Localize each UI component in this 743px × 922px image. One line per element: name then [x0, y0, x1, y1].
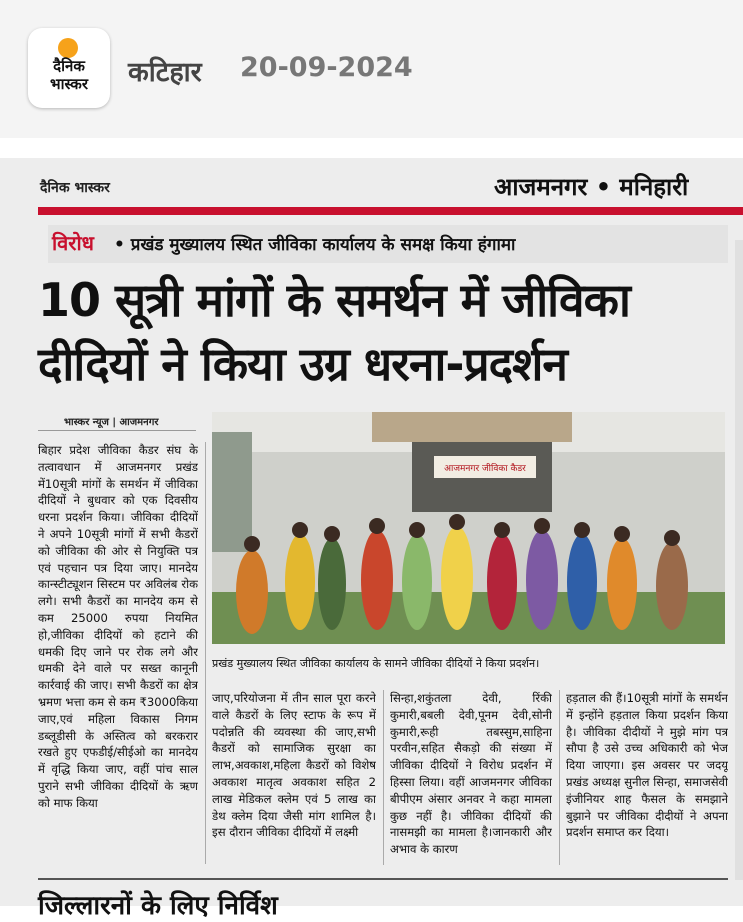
column-rule: [559, 690, 560, 865]
logo-text-line1: दैनिक: [53, 57, 85, 75]
sun-icon: [58, 38, 78, 58]
byline: भास्कर न्यूज | आजमनगर: [64, 417, 159, 428]
red-divider: [38, 207, 743, 215]
edition-city: कटिहार: [128, 57, 202, 88]
page-section-title: आजमनगर • मनिहारी: [494, 173, 689, 201]
kicker-label: विरोध: [52, 231, 94, 255]
protest-photo-illustration: [212, 412, 725, 644]
headline-line-2: दीदियों ने किया उग्र धरना-प्रदर्शन: [38, 337, 567, 391]
kicker-text: • प्रखंड मुख्यालय स्थित जीविका कार्यालय के समक्ष किया हंगामा: [114, 235, 516, 255]
article-column-2: जाए,परियोजना में तीन साल पूरा करने वाले कैडरों के लिए स्टाफ के रूप में पदोन्नति की व्यवस्था की जाए,सभी कैडरों को सामाजिक सुरक्षा का लाभ,अवकाश,महिला कैडरों को विशेष अवकाश मातृत्व अवकाश सहित 2 लाख मेडिकल क्लेम एवं 5 लाख का डेथ क्लेम दिया जैसी मांग शामिल है। इस दौरान जीविका दीदियों में लक्ष्मी: [212, 691, 376, 840]
protest-photo: [212, 412, 725, 644]
photo-banner-text: आजमनगर जीविका कैडर: [444, 464, 526, 474]
article-column-3: सिन्हा,शकुंतला देवी, रिंकी कुमारी,बबली देवी,पूनम देवी,सोनी कुमारी,रूही तबस्सुम,साहिना परवीन,सहित सैकड़ो की संख्या में जीविका दीदियों ने विरोध प्रदर्शन में हिस्सा लिया। वहीं आजमनगर जीविका बीपीएम अंसार अनवर ने कहा मामला कुछ नहीं है। जीविका दीदियों की नासमझी का मामला है।जानकारी और अभाव के कारण: [390, 691, 552, 857]
logo-text-line2: भास्कर: [50, 75, 88, 93]
edition-date: 20-09-2024: [240, 52, 413, 83]
headline-line-1: 10 सूत्री मांगों के समर्थन में जीविका: [38, 273, 630, 327]
adjacent-column-edge: [735, 240, 743, 880]
column-rule: [383, 690, 384, 865]
column-rule: [205, 442, 206, 864]
bottom-divider: [38, 878, 728, 880]
byline-rule: [38, 430, 196, 431]
next-article-headline: जिल्लारनों के लिए निर्विश: [38, 891, 278, 921]
photo-caption: प्रखंड मुख्यालय स्थित जीविका कार्यालय के सामने जीविका दीदियों ने किया प्रदर्शन।: [212, 657, 540, 670]
article-column-4: हड़ताल की हैं।10सूत्री मांगों के समर्थन में इन्होंने हड़ताल किया प्रदर्शन किया है। जीविका दीदीयों ने मुझे मांग पत्र सौपा है उसे उच्च अधिकारी को भेज दिया जाएगा। इस अवसर पर जदयू प्रखंड अध्यक्ष सुनील सिन्हा, समाजसेवी इंजीनियर शाह फैसल के समझाने बुझाने पर जीविका दीदीयों ने अपना प्रदर्शन समाप्त कर दिया।: [566, 691, 728, 840]
article-column-1: बिहार प्रदेश जीविका कैडर संघ के तत्वावधान में आजमनगर प्रखंड में10सूत्री मांगों के समर्थन में जीविका दीदियों ने बुधवार को एक दिवसीय धरना प्रदर्शन किया। जीविका दीदियों ने अपने 10सूत्री मांगों में सभी कैडरों को जीविका की ओर से नियुक्ति पत्र एवं पहचान पत्र दिया जाए। मानदेय कान्स्टीट्यूशन सिस्टम पर अविलंब रोक लगे। सभी कैडरों का मानदेय कम से कम 25000 रुपया नियमित हो,जीविका दीदियों को हटाने की धमकी दिए जाने पर रोक लगे और धमकी देने वाले पर सख्त कानूनी कार्रवाई की जाए। सभी कैडरों का क्षेत्र भ्रमण भत्ता कम से कम ₹3000किया जाए,एवं महिला विकास निगम डब्लूडीसी के अस्तित्व को बरकरार रखते हुए एफडीई/सीईओ का मानदेय में वृद्धि किया जाए, वहीं पांच साल पुराने सभी जीविका दीदियों के ऋण को माफ किया: [38, 443, 198, 810]
paper-brand: दैनिक भास्कर: [40, 180, 110, 196]
